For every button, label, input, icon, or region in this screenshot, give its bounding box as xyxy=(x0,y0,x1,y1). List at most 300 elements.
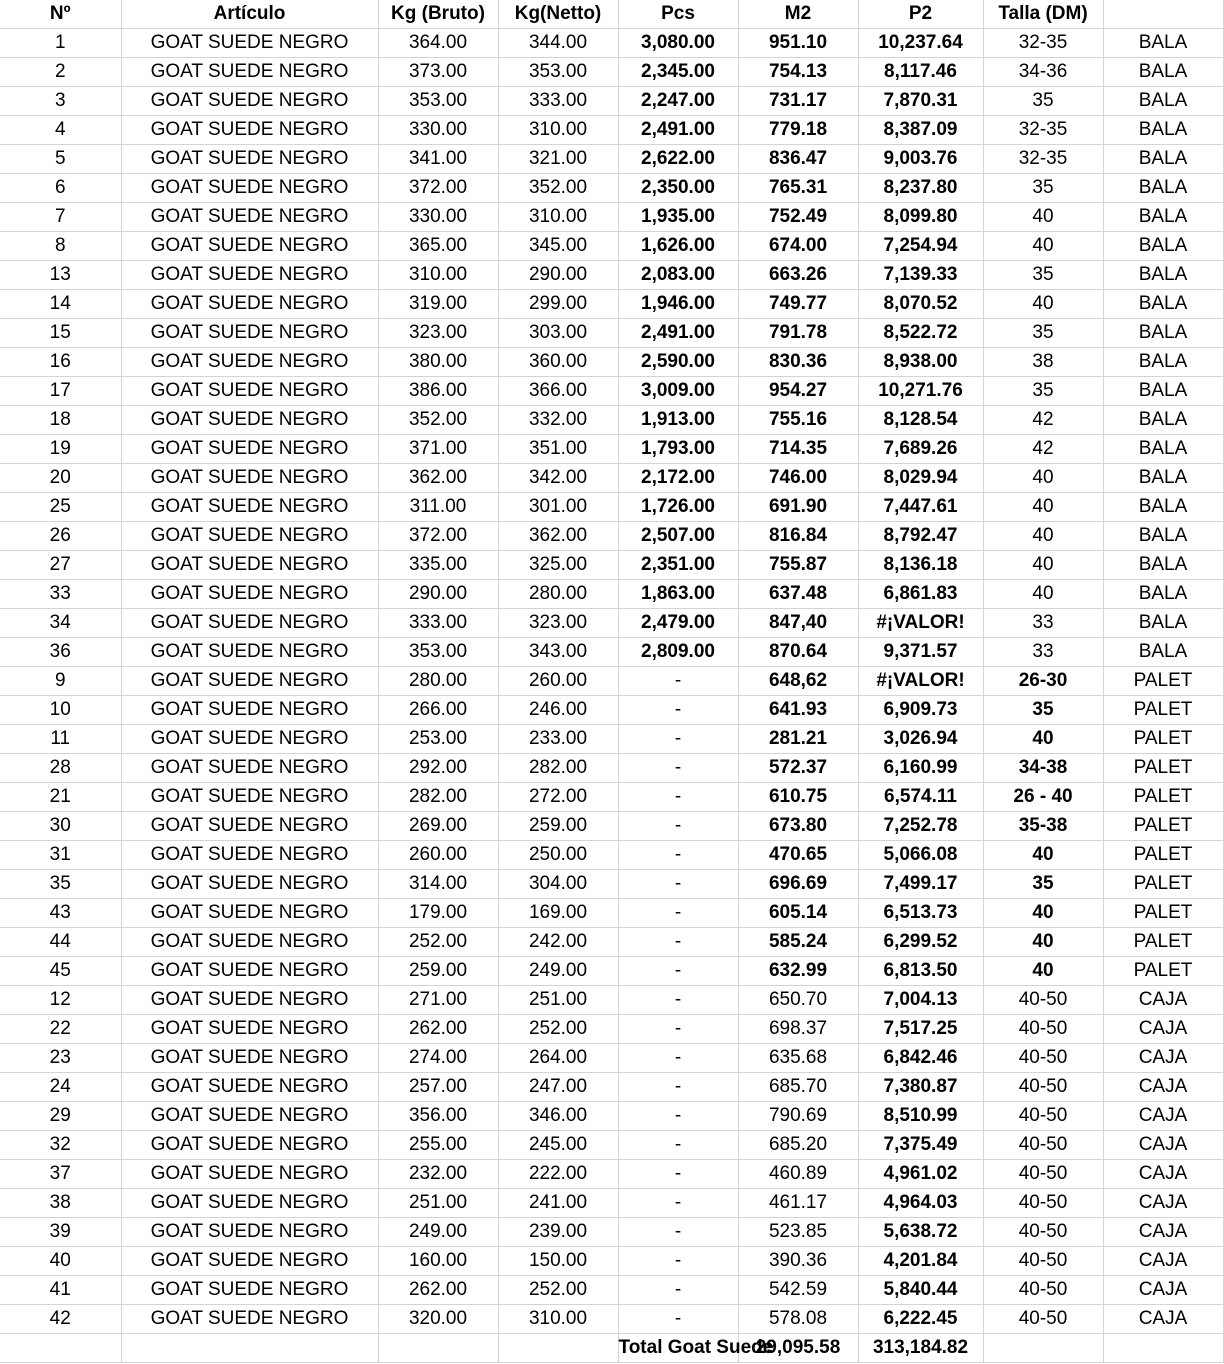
cell-kg-netto: 282.00 xyxy=(498,754,618,783)
cell-articulo: GOAT SUEDE NEGRO xyxy=(121,464,378,493)
cell-tipo: BALA xyxy=(1103,522,1223,551)
cell-m2: 641.93 xyxy=(738,696,858,725)
cell-pcs: 1,913.00 xyxy=(618,406,738,435)
cell-m2: 460.89 xyxy=(738,1160,858,1189)
cell-m2: 749.77 xyxy=(738,290,858,319)
cell-kg-netto: 260.00 xyxy=(498,667,618,696)
cell-no: 38 xyxy=(0,1189,121,1218)
cell-pcs: - xyxy=(618,1218,738,1247)
cell-no: 6 xyxy=(0,174,121,203)
cell-kg-netto: 150.00 xyxy=(498,1247,618,1276)
cell-m2: 779.18 xyxy=(738,116,858,145)
cell-kg-bruto: 311.00 xyxy=(378,493,498,522)
header-kg-netto: Kg(Netto) xyxy=(498,0,618,29)
cell-kg-netto: 239.00 xyxy=(498,1218,618,1247)
table-row xyxy=(0,957,1223,986)
cell-pcs: 2,491.00 xyxy=(618,319,738,348)
cell-kg-bruto: 373.00 xyxy=(378,58,498,87)
cell-kg-netto: 310.00 xyxy=(498,203,618,232)
cell-kg-netto: 299.00 xyxy=(498,290,618,319)
cell-articulo: GOAT SUEDE NEGRO xyxy=(121,116,378,145)
cell-tipo: CAJA xyxy=(1103,1189,1223,1218)
cell-no: 8 xyxy=(0,232,121,261)
cell-talla: 32-35 xyxy=(983,29,1103,58)
table-row xyxy=(0,1160,1223,1189)
table-body xyxy=(0,29,1223,1334)
total-empty-cell xyxy=(121,1334,378,1363)
cell-articulo: GOAT SUEDE NEGRO xyxy=(121,1189,378,1218)
cell-p2: 8,099.80 xyxy=(858,203,983,232)
cell-pcs: 1,626.00 xyxy=(618,232,738,261)
cell-p2: #¡VALOR! xyxy=(858,667,983,696)
cell-kg-bruto: 323.00 xyxy=(378,319,498,348)
cell-kg-netto: 290.00 xyxy=(498,261,618,290)
cell-talla: 32-35 xyxy=(983,145,1103,174)
cell-talla: 40-50 xyxy=(983,1073,1103,1102)
cell-pcs: - xyxy=(618,1247,738,1276)
cell-talla: 42 xyxy=(983,406,1103,435)
cell-p2: 7,139.33 xyxy=(858,261,983,290)
table-row xyxy=(0,841,1223,870)
cell-talla: 33 xyxy=(983,609,1103,638)
cell-kg-bruto: 269.00 xyxy=(378,812,498,841)
cell-articulo: GOAT SUEDE NEGRO xyxy=(121,812,378,841)
table-row xyxy=(0,1189,1223,1218)
cell-pcs: 2,350.00 xyxy=(618,174,738,203)
cell-tipo: PALET xyxy=(1103,870,1223,899)
cell-kg-bruto: 179.00 xyxy=(378,899,498,928)
cell-kg-netto: 249.00 xyxy=(498,957,618,986)
cell-m2: 523.85 xyxy=(738,1218,858,1247)
cell-p2: 8,522.72 xyxy=(858,319,983,348)
cell-articulo: GOAT SUEDE NEGRO xyxy=(121,696,378,725)
table-row xyxy=(0,870,1223,899)
cell-tipo: CAJA xyxy=(1103,986,1223,1015)
cell-articulo: GOAT SUEDE NEGRO xyxy=(121,145,378,174)
cell-kg-bruto: 249.00 xyxy=(378,1218,498,1247)
cell-no: 32 xyxy=(0,1131,121,1160)
cell-no: 19 xyxy=(0,435,121,464)
cell-kg-netto: 233.00 xyxy=(498,725,618,754)
cell-talla: 40 xyxy=(983,957,1103,986)
cell-m2: 663.26 xyxy=(738,261,858,290)
cell-tipo: BALA xyxy=(1103,232,1223,261)
cell-m2: 610.75 xyxy=(738,783,858,812)
cell-articulo: GOAT SUEDE NEGRO xyxy=(121,1276,378,1305)
cell-tipo: CAJA xyxy=(1103,1218,1223,1247)
cell-m2: 461.17 xyxy=(738,1189,858,1218)
cell-kg-netto: 252.00 xyxy=(498,1015,618,1044)
total-p2: 313,184.82 xyxy=(858,1334,983,1363)
cell-no: 35 xyxy=(0,870,121,899)
cell-pcs: - xyxy=(618,696,738,725)
cell-p2: 8,070.52 xyxy=(858,290,983,319)
table-row xyxy=(0,145,1223,174)
cell-talla: 40 xyxy=(983,493,1103,522)
table-row xyxy=(0,232,1223,261)
cell-pcs: 3,080.00 xyxy=(618,29,738,58)
cell-p2: 7,380.87 xyxy=(858,1073,983,1102)
total-empty-cell xyxy=(498,1334,618,1363)
cell-talla: 40 xyxy=(983,725,1103,754)
cell-no: 21 xyxy=(0,783,121,812)
cell-m2: 637.48 xyxy=(738,580,858,609)
cell-articulo: GOAT SUEDE NEGRO xyxy=(121,174,378,203)
cell-articulo: GOAT SUEDE NEGRO xyxy=(121,667,378,696)
cell-kg-netto: 264.00 xyxy=(498,1044,618,1073)
cell-no: 1 xyxy=(0,29,121,58)
cell-talla: 40 xyxy=(983,899,1103,928)
cell-kg-bruto: 353.00 xyxy=(378,638,498,667)
cell-no: 33 xyxy=(0,580,121,609)
table-row xyxy=(0,696,1223,725)
cell-kg-netto: 362.00 xyxy=(498,522,618,551)
cell-kg-bruto: 365.00 xyxy=(378,232,498,261)
cell-talla: 40-50 xyxy=(983,1305,1103,1334)
cell-talla: 35-38 xyxy=(983,812,1103,841)
cell-kg-netto: 247.00 xyxy=(498,1073,618,1102)
cell-tipo: PALET xyxy=(1103,696,1223,725)
cell-no: 13 xyxy=(0,261,121,290)
cell-kg-netto: 280.00 xyxy=(498,580,618,609)
cell-pcs: 2,809.00 xyxy=(618,638,738,667)
header-m2: M2 xyxy=(738,0,858,29)
cell-pcs: - xyxy=(618,841,738,870)
cell-pcs: - xyxy=(618,1305,738,1334)
cell-m2: 696.69 xyxy=(738,870,858,899)
cell-m2: 790.69 xyxy=(738,1102,858,1131)
cell-no: 41 xyxy=(0,1276,121,1305)
cell-kg-netto: 342.00 xyxy=(498,464,618,493)
cell-m2: 572.37 xyxy=(738,754,858,783)
cell-p2: 6,813.50 xyxy=(858,957,983,986)
cell-kg-netto: 242.00 xyxy=(498,928,618,957)
cell-kg-bruto: 290.00 xyxy=(378,580,498,609)
total-label: Total Goat Suede xyxy=(618,1334,738,1363)
cell-no: 17 xyxy=(0,377,121,406)
cell-no: 24 xyxy=(0,1073,121,1102)
cell-talla: 40-50 xyxy=(983,1160,1103,1189)
cell-articulo: GOAT SUEDE NEGRO xyxy=(121,754,378,783)
cell-m2: 685.20 xyxy=(738,1131,858,1160)
cell-kg-bruto: 341.00 xyxy=(378,145,498,174)
table-row xyxy=(0,812,1223,841)
cell-articulo: GOAT SUEDE NEGRO xyxy=(121,377,378,406)
cell-kg-netto: 301.00 xyxy=(498,493,618,522)
cell-m2: 951.10 xyxy=(738,29,858,58)
cell-no: 7 xyxy=(0,203,121,232)
cell-tipo: BALA xyxy=(1103,290,1223,319)
cell-no: 3 xyxy=(0,87,121,116)
cell-no: 36 xyxy=(0,638,121,667)
cell-no: 43 xyxy=(0,899,121,928)
cell-m2: 542.59 xyxy=(738,1276,858,1305)
cell-articulo: GOAT SUEDE NEGRO xyxy=(121,870,378,899)
cell-p2: 3,026.94 xyxy=(858,725,983,754)
cell-pcs: - xyxy=(618,1073,738,1102)
cell-tipo: CAJA xyxy=(1103,1160,1223,1189)
cell-talla: 42 xyxy=(983,435,1103,464)
cell-p2: 10,237.64 xyxy=(858,29,983,58)
header-row xyxy=(0,0,1223,29)
total-empty-cell xyxy=(378,1334,498,1363)
cell-kg-bruto: 335.00 xyxy=(378,551,498,580)
cell-kg-bruto: 310.00 xyxy=(378,261,498,290)
cell-talla: 40 xyxy=(983,928,1103,957)
cell-pcs: 1,793.00 xyxy=(618,435,738,464)
cell-talla: 40-50 xyxy=(983,1044,1103,1073)
cell-talla: 35 xyxy=(983,261,1103,290)
cell-p2: 8,136.18 xyxy=(858,551,983,580)
cell-p2: 6,513.73 xyxy=(858,899,983,928)
table-row xyxy=(0,58,1223,87)
cell-talla: 35 xyxy=(983,696,1103,725)
cell-kg-netto: 310.00 xyxy=(498,1305,618,1334)
cell-tipo: CAJA xyxy=(1103,1044,1223,1073)
cell-kg-netto: 325.00 xyxy=(498,551,618,580)
table-row xyxy=(0,493,1223,522)
cell-kg-bruto: 353.00 xyxy=(378,87,498,116)
cell-no: 42 xyxy=(0,1305,121,1334)
cell-m2: 390.36 xyxy=(738,1247,858,1276)
cell-articulo: GOAT SUEDE NEGRO xyxy=(121,522,378,551)
cell-m2: 765.31 xyxy=(738,174,858,203)
cell-no: 27 xyxy=(0,551,121,580)
cell-tipo: PALET xyxy=(1103,667,1223,696)
cell-kg-bruto: 271.00 xyxy=(378,986,498,1015)
cell-p2: 9,003.76 xyxy=(858,145,983,174)
cell-m2: 605.14 xyxy=(738,899,858,928)
cell-kg-netto: 304.00 xyxy=(498,870,618,899)
cell-tipo: BALA xyxy=(1103,87,1223,116)
cell-pcs: - xyxy=(618,1131,738,1160)
cell-articulo: GOAT SUEDE NEGRO xyxy=(121,29,378,58)
table-row xyxy=(0,435,1223,464)
table-row xyxy=(0,986,1223,1015)
cell-talla: 40-50 xyxy=(983,986,1103,1015)
cell-kg-netto: 245.00 xyxy=(498,1131,618,1160)
cell-m2: 470.65 xyxy=(738,841,858,870)
cell-m2: 691.90 xyxy=(738,493,858,522)
table-row xyxy=(0,754,1223,783)
cell-pcs: - xyxy=(618,725,738,754)
cell-m2: 585.24 xyxy=(738,928,858,957)
cell-talla: 32-35 xyxy=(983,116,1103,145)
cell-articulo: GOAT SUEDE NEGRO xyxy=(121,203,378,232)
cell-kg-netto: 345.00 xyxy=(498,232,618,261)
cell-tipo: CAJA xyxy=(1103,1305,1223,1334)
header-pcs: Pcs xyxy=(618,0,738,29)
cell-pcs: - xyxy=(618,957,738,986)
cell-tipo: BALA xyxy=(1103,406,1223,435)
cell-tipo: BALA xyxy=(1103,319,1223,348)
cell-kg-netto: 310.00 xyxy=(498,116,618,145)
cell-m2: 754.13 xyxy=(738,58,858,87)
cell-kg-netto: 251.00 xyxy=(498,986,618,1015)
cell-no: 20 xyxy=(0,464,121,493)
cell-p2: 7,254.94 xyxy=(858,232,983,261)
cell-no: 31 xyxy=(0,841,121,870)
cell-kg-bruto: 253.00 xyxy=(378,725,498,754)
table-row xyxy=(0,609,1223,638)
cell-pcs: 2,507.00 xyxy=(618,522,738,551)
cell-kg-netto: 321.00 xyxy=(498,145,618,174)
cell-kg-bruto: 330.00 xyxy=(378,203,498,232)
table-row xyxy=(0,522,1223,551)
cell-p2: 6,222.45 xyxy=(858,1305,983,1334)
table-row xyxy=(0,29,1223,58)
cell-kg-netto: 343.00 xyxy=(498,638,618,667)
cell-tipo: PALET xyxy=(1103,928,1223,957)
cell-talla: 40-50 xyxy=(983,1247,1103,1276)
cell-kg-bruto: 280.00 xyxy=(378,667,498,696)
cell-kg-bruto: 260.00 xyxy=(378,841,498,870)
cell-kg-netto: 250.00 xyxy=(498,841,618,870)
cell-articulo: GOAT SUEDE NEGRO xyxy=(121,783,378,812)
cell-tipo: BALA xyxy=(1103,551,1223,580)
cell-kg-netto: 344.00 xyxy=(498,29,618,58)
cell-p2: 5,840.44 xyxy=(858,1276,983,1305)
cell-tipo: PALET xyxy=(1103,899,1223,928)
table-row xyxy=(0,1102,1223,1131)
cell-talla: 40 xyxy=(983,290,1103,319)
cell-kg-bruto: 372.00 xyxy=(378,174,498,203)
cell-pcs: 1,946.00 xyxy=(618,290,738,319)
cell-kg-bruto: 372.00 xyxy=(378,522,498,551)
cell-m2: 650.70 xyxy=(738,986,858,1015)
cell-talla: 38 xyxy=(983,348,1103,377)
cell-articulo: GOAT SUEDE NEGRO xyxy=(121,609,378,638)
cell-tipo: BALA xyxy=(1103,493,1223,522)
table-row xyxy=(0,928,1223,957)
cell-pcs: 3,009.00 xyxy=(618,377,738,406)
cell-articulo: GOAT SUEDE NEGRO xyxy=(121,638,378,667)
cell-talla: 34-38 xyxy=(983,754,1103,783)
cell-pcs: 2,479.00 xyxy=(618,609,738,638)
cell-kg-netto: 353.00 xyxy=(498,58,618,87)
cell-talla: 35 xyxy=(983,870,1103,899)
cell-talla: 35 xyxy=(983,174,1103,203)
cell-p2: 6,574.11 xyxy=(858,783,983,812)
cell-kg-bruto: 333.00 xyxy=(378,609,498,638)
cell-kg-netto: 252.00 xyxy=(498,1276,618,1305)
cell-articulo: GOAT SUEDE NEGRO xyxy=(121,319,378,348)
table-row xyxy=(0,377,1223,406)
cell-tipo: BALA xyxy=(1103,174,1223,203)
cell-talla: 33 xyxy=(983,638,1103,667)
cell-articulo: GOAT SUEDE NEGRO xyxy=(121,957,378,986)
cell-no: 37 xyxy=(0,1160,121,1189)
header-p2: P2 xyxy=(858,0,983,29)
cell-m2: 673.80 xyxy=(738,812,858,841)
cell-no: 2 xyxy=(0,58,121,87)
table-row xyxy=(0,406,1223,435)
cell-talla: 40 xyxy=(983,232,1103,261)
cell-kg-bruto: 292.00 xyxy=(378,754,498,783)
cell-tipo: PALET xyxy=(1103,957,1223,986)
table-row xyxy=(0,290,1223,319)
cell-no: 25 xyxy=(0,493,121,522)
cell-tipo: BALA xyxy=(1103,464,1223,493)
cell-no: 5 xyxy=(0,145,121,174)
cell-m2: 954.27 xyxy=(738,377,858,406)
cell-kg-netto: 246.00 xyxy=(498,696,618,725)
table-row xyxy=(0,1015,1223,1044)
cell-articulo: GOAT SUEDE NEGRO xyxy=(121,1131,378,1160)
cell-kg-bruto: 282.00 xyxy=(378,783,498,812)
cell-articulo: GOAT SUEDE NEGRO xyxy=(121,986,378,1015)
cell-kg-netto: 323.00 xyxy=(498,609,618,638)
cell-m2: 281.21 xyxy=(738,725,858,754)
cell-pcs: 2,083.00 xyxy=(618,261,738,290)
cell-articulo: GOAT SUEDE NEGRO xyxy=(121,232,378,261)
cell-m2: 752.49 xyxy=(738,203,858,232)
cell-kg-bruto: 259.00 xyxy=(378,957,498,986)
cell-p2: 6,299.52 xyxy=(858,928,983,957)
cell-p2: 7,517.25 xyxy=(858,1015,983,1044)
cell-no: 40 xyxy=(0,1247,121,1276)
cell-p2: 7,375.49 xyxy=(858,1131,983,1160)
cell-p2: 8,117.46 xyxy=(858,58,983,87)
cell-tipo: BALA xyxy=(1103,203,1223,232)
cell-pcs: - xyxy=(618,870,738,899)
cell-pcs: - xyxy=(618,1189,738,1218)
cell-p2: 8,510.99 xyxy=(858,1102,983,1131)
cell-m2: 648,62 xyxy=(738,667,858,696)
cell-pcs: 2,172.00 xyxy=(618,464,738,493)
total-empty-cell xyxy=(1103,1334,1223,1363)
cell-talla: 35 xyxy=(983,377,1103,406)
cell-articulo: GOAT SUEDE NEGRO xyxy=(121,290,378,319)
cell-no: 15 xyxy=(0,319,121,348)
cell-kg-bruto: 251.00 xyxy=(378,1189,498,1218)
cell-m2: 632.99 xyxy=(738,957,858,986)
cell-articulo: GOAT SUEDE NEGRO xyxy=(121,348,378,377)
cell-m2: 685.70 xyxy=(738,1073,858,1102)
cell-kg-netto: 351.00 xyxy=(498,435,618,464)
cell-pcs: 2,491.00 xyxy=(618,116,738,145)
cell-talla: 34-36 xyxy=(983,58,1103,87)
cell-m2: 836.47 xyxy=(738,145,858,174)
table-row xyxy=(0,1131,1223,1160)
cell-pcs: - xyxy=(618,1015,738,1044)
cell-talla: 35 xyxy=(983,87,1103,116)
cell-kg-bruto: 274.00 xyxy=(378,1044,498,1073)
cell-articulo: GOAT SUEDE NEGRO xyxy=(121,725,378,754)
cell-tipo: BALA xyxy=(1103,145,1223,174)
cell-talla: 40-50 xyxy=(983,1131,1103,1160)
cell-p2: 10,271.76 xyxy=(858,377,983,406)
cell-kg-bruto: 330.00 xyxy=(378,116,498,145)
table-row xyxy=(0,203,1223,232)
cell-no: 4 xyxy=(0,116,121,145)
cell-m2: 746.00 xyxy=(738,464,858,493)
cell-tipo: PALET xyxy=(1103,783,1223,812)
table-row xyxy=(0,1305,1223,1334)
cell-kg-netto: 303.00 xyxy=(498,319,618,348)
table-row xyxy=(0,667,1223,696)
cell-m2: 578.08 xyxy=(738,1305,858,1334)
cell-p2: 5,638.72 xyxy=(858,1218,983,1247)
table-row xyxy=(0,1073,1223,1102)
cell-pcs: - xyxy=(618,1102,738,1131)
cell-no: 45 xyxy=(0,957,121,986)
cell-m2: 816.84 xyxy=(738,522,858,551)
cell-no: 14 xyxy=(0,290,121,319)
cell-talla: 40-50 xyxy=(983,1189,1103,1218)
cell-p2: 6,909.73 xyxy=(858,696,983,725)
header-kg-bruto: Kg (Bruto) xyxy=(378,0,498,29)
